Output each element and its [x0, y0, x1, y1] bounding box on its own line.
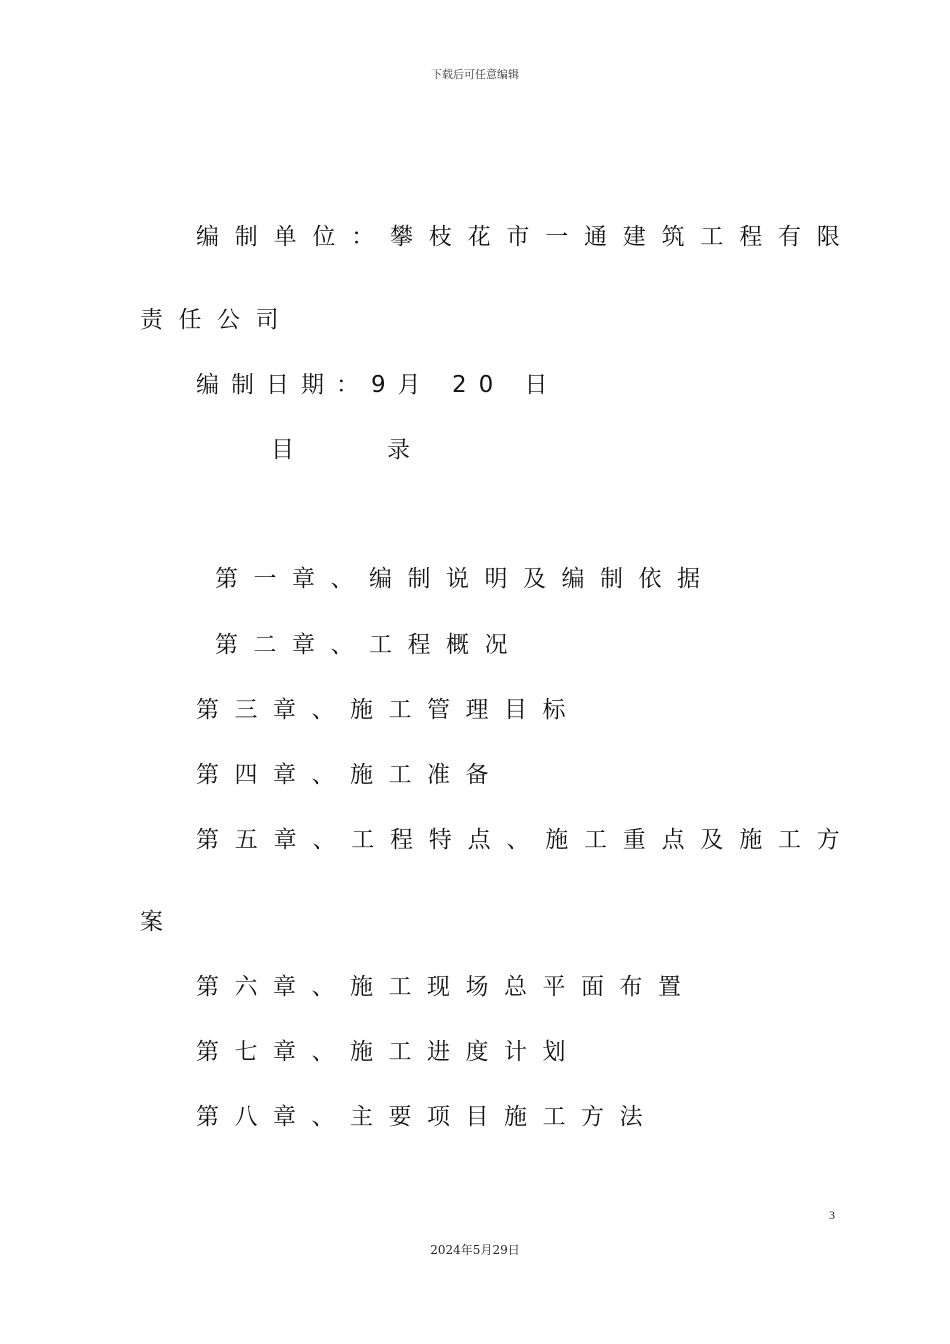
- footer-date: 2024年5月29日: [430, 1243, 520, 1257]
- toc-item: 第一章、编制说明及编制依据: [215, 566, 716, 592]
- toc-item: 第六章、施工现场总平面布置: [196, 974, 697, 1000]
- toc-item: 第七章、施工进度计划: [196, 1039, 581, 1065]
- toc-item: 第四章、施工准备: [196, 762, 504, 788]
- page-number: 3: [829, 1208, 835, 1222]
- toc-title: 目 录: [271, 437, 416, 463]
- toc-item-continuation: 案: [140, 909, 179, 935]
- compiling-unit-line1: 编制单位：攀枝花市一通建筑工程有限: [196, 224, 856, 250]
- toc-item: 第五章、工程特点、施工重点及施工方: [196, 827, 856, 853]
- compiling-unit-line2: 责任公司: [140, 307, 294, 333]
- toc-item: 第三章、施工管理目标: [196, 697, 581, 723]
- toc-item: 第八章、主要项目施工方法: [196, 1104, 658, 1130]
- page-header: 下载后可任意编辑: [431, 68, 519, 81]
- toc-item: 第二章、工程概况: [215, 632, 523, 658]
- compiling-date: 编制日期：9月 20 日: [196, 372, 560, 398]
